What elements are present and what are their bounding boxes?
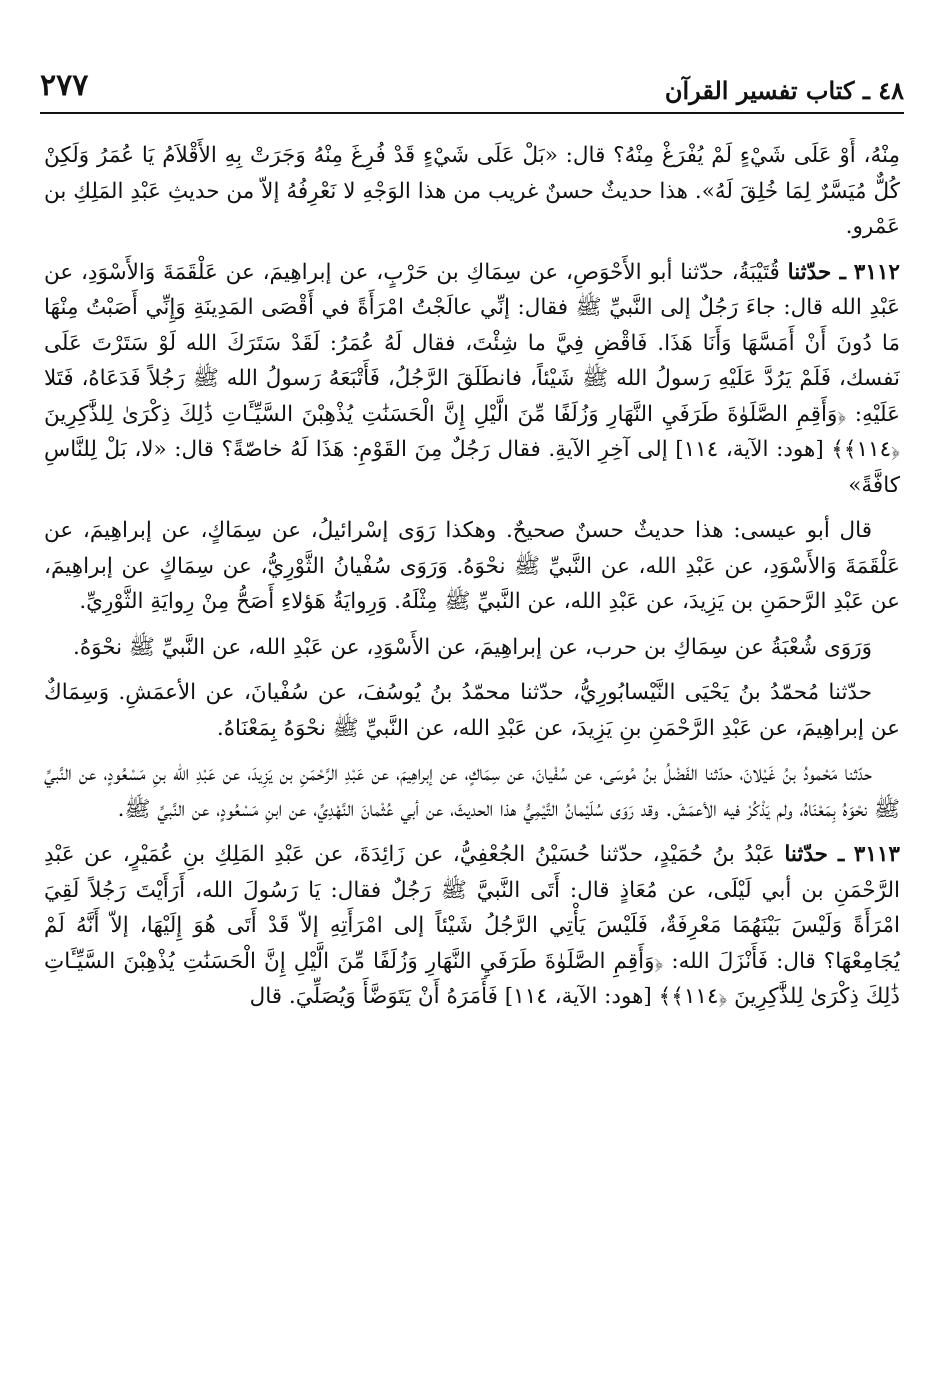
page-number: ٢٧٧ xyxy=(40,68,89,103)
paragraph-text: وَرَوَى شُعْبَةُ عن سِمَاكِ بن حرب، عن إبراهِيمَ، عن الأَسْوَدِ، عن عَبْدِ الله، عن النَّبيِّ ﷺ نحْوَهُ. xyxy=(72,634,872,660)
paragraph-continuation xyxy=(44,138,900,245)
hadith-lead: ـ حدّثنا xyxy=(787,259,846,285)
header-rule xyxy=(40,112,904,114)
paragraph-text: قال أبو عيسى: هذا حديثٌ حسنٌ صحيحٌ. وهكذا رَوَى إسْرائيلُ، عن سِمَاكٍ، عن إبراهِيمَ، عن عَلْقَمَةَ وَالأَسْوَدِ، عن عَبْدِ الله، عن النَّبيِّ ﷺ نحْوَهُ. وَرَوَى سُفْيانُ الثَّوْرِيُّ، عن سِمَاكٍ عن إبراهِيمَ، عن عَبْدِ الرَّحمَنِ بن يَزِيدَ، عن عَبْدِ الله، عن النَّبيِّ ﷺ مِثْلَهُ. وَرِوايَةُ هَؤلاءِ أَصَحُّ مِنْ رِوايَةِ الثَّوْرِيِّ. xyxy=(44,518,900,614)
paragraph-text: حدّثنا مُحمّدُ بنُ يَحْيَى النَّيْسابُورِيُّ، حدّثنا محمّدُ بنُ يُوسُفَ، عن سُفْيانَ، عن الأعمَشِ. وَسِمَاكٌ عن إبراهِيمَ، عن عَبْدِ الرَّحْمَنِ بنِ يَزِيدَ، عن عَبْدِ الله، عن النَّبيِّ ﷺ نحْوَهُ بِمَعْنَاهُ. xyxy=(44,680,900,741)
hadith-number: ٣١١٢ xyxy=(853,259,900,285)
commentary-abu-isa xyxy=(44,513,900,620)
paragraph-text: مِنْهُ، أَوْ عَلَى شَيْءٍ لَمْ يُفْرَغْ مِنْهُ؟ قال: «بَلْ عَلَى شَيْءٍ قَدْ فُرِغَ مِنْهُ وَجَرَتْ بِهِ الأَقْلاَمُ يَا عُمَرُ وَلَكِنْ كُلٌّ مُيَسَّرٌ لِمَا خُلِقَ لَهُ». هذا حديثٌ حسنٌ غريب من هذا الوَجْهِ لا نَعْرِفُهُ إلاّ من حديثِ عَبْدِ المَلِكِ بن عَمْرو. xyxy=(44,143,900,239)
paragraph-text: حدّثنا مَحْمودُ بنُ غَيْلانَ، حدّثنا الفَضْلُ بنُ مُوسَى، عن سُفْيانَ، عن سِمَاكٍ، عن إبراهِيمَ، عن عَبْدِ الرَّحْمَنِ بن يَزِيدَ، عن عَبْدِ الله بنِ مَسْعُودٍ، عن النَّبيِّ ﷺ نحْوَهُ بِمَعْنَاهُ، ولم يَذْكُرْ فيه الأعمَشَ. وقد رَوَى سُلَيْمانُ التَّيْمِيُّ هذا الحديثَ، عن أبي عُثْمانَ النَّهْدِيِّ، عن ابنِ مَسْعُودٍ، عن النَّبيِّ ﷺ. xyxy=(44,761,900,822)
chain-mahmud xyxy=(44,756,900,827)
commentary-shuba xyxy=(44,630,900,666)
hadith-3112 xyxy=(44,255,900,504)
chain-naysaburi xyxy=(44,675,900,746)
hadith-lead: ـ حدّثنا xyxy=(784,842,845,867)
paragraph-text: قُتَيْبَةُ، حدّثنا أبو الأَحْوَصِ، عن سِمَاكِ بن حَرْبٍ، عن إبراهِيمَ، عن عَلْقَمَةَ وَالأَسْوَدِ، عن عَبْدِ الله قال: جاءَ رَجُلٌ إلى النَّبيِّ ﷺ فقال: إنِّي عالَجْتُ امْرَأَةً في أَقْصَى المَدِينَةِ وَإِنِّي أَصَبْتُ مِنْهَا مَا دُونَ أَنْ أَمَسَّهَا وَأَنَا هَذَا. فَاقْضِ فِيَّ ما شِئْتَ، فقال لَهُ عُمَرُ: لَقَدْ سَتَرَكَ الله لَوْ سَتَرْتَ عَلَى نَفسك، فَلَمْ يَرُدَّ عَلَيْهِ رَسولُ الله ﷺ شَيْئاً، فانطَلَقَ الرَّجُلُ، فَأَتْبَعَهُ رَسولُ الله ﷺ رَجُلاً فَدَعَاهُ، فَتَلا عَلَيْهِ: ﴿وَأَقِمِ الصَّلَوٰةَ طَرَفَيِ النَّهَارِ وَزُلَفًا مِّنَ الَّيْلِ إِنَّ الْحَسَنَٰتِ يُذْهِبْنَ السَّيِّـَٔاتِ ذَٰلِكَ ذِكْرَىٰ لِلذَّٰكِرِينَ ﴿١١٤﴾﴾ [هود: الآية، ١١٤] إلى آخِرِ الآيةِ. فقال رَجُلٌ مِنَ القَوْمِ: هَذَا لَهُ خاصّةً؟ قال: «لا، بَلْ لِلنَّاسِ كافَّةً» xyxy=(44,259,900,498)
hadith-3113 xyxy=(44,837,900,1015)
hadith-number: ٣١١٣ xyxy=(853,842,900,867)
paragraph-text: عَبْدُ بنُ حُمَيْدٍ، حدّثنا حُسَيْنُ الجُعْفِيُّ، عن زَائِدَةَ، عن عَبْدِ المَلِكِ بنِ عُمَيْرٍ، عن عَبْدِ الرَّحْمَنِ بن أبي لَيْلَى، عن مُعَاذٍ قال: أَتَى النَّبيَّ ﷺ رَجُلٌ فقال: يَا رَسُولَ الله، أَرَأَيْتَ رَجُلاً لَقِيَ امْرَأَةً وَلَيْسَ بَيْنَهُمَا مَعْرِفَةٌ، فَلَيْسَ يَأْتِي الرَّجُلُ شَيْئاً إلى امْرَأَتِهِ إلاّ قَدْ أَتَى هُوَ إِلَيْهَا، إلاّ أَنَّهُ لَمْ يُجَامِعْهَا؟ قال: فَأَنْزَلَ الله: ﴿وَأَقِمِ الصَّلَوٰةَ طَرَفَيِ النَّهَارِ وَزُلَفًا مِّنَ الَّيْلِ إِنَّ الْحَسَنَٰتِ يُذْهِبْنَ السَّيِّـَٔاتِ ذَٰلِكَ ذِكْرَىٰ لِلذَّٰكِرِينَ ﴿١١٤﴾﴾ [هود: الآية، ١١٤] فَأَمَرَهُ أَنْ يَتَوَضَّأَ وَيُصَلِّيَ. قال xyxy=(44,842,900,1009)
page-header xyxy=(40,62,904,114)
page-body xyxy=(44,138,900,1375)
chapter-title: ٤٨ ـ كتاب تفسير القرآن xyxy=(664,76,904,105)
